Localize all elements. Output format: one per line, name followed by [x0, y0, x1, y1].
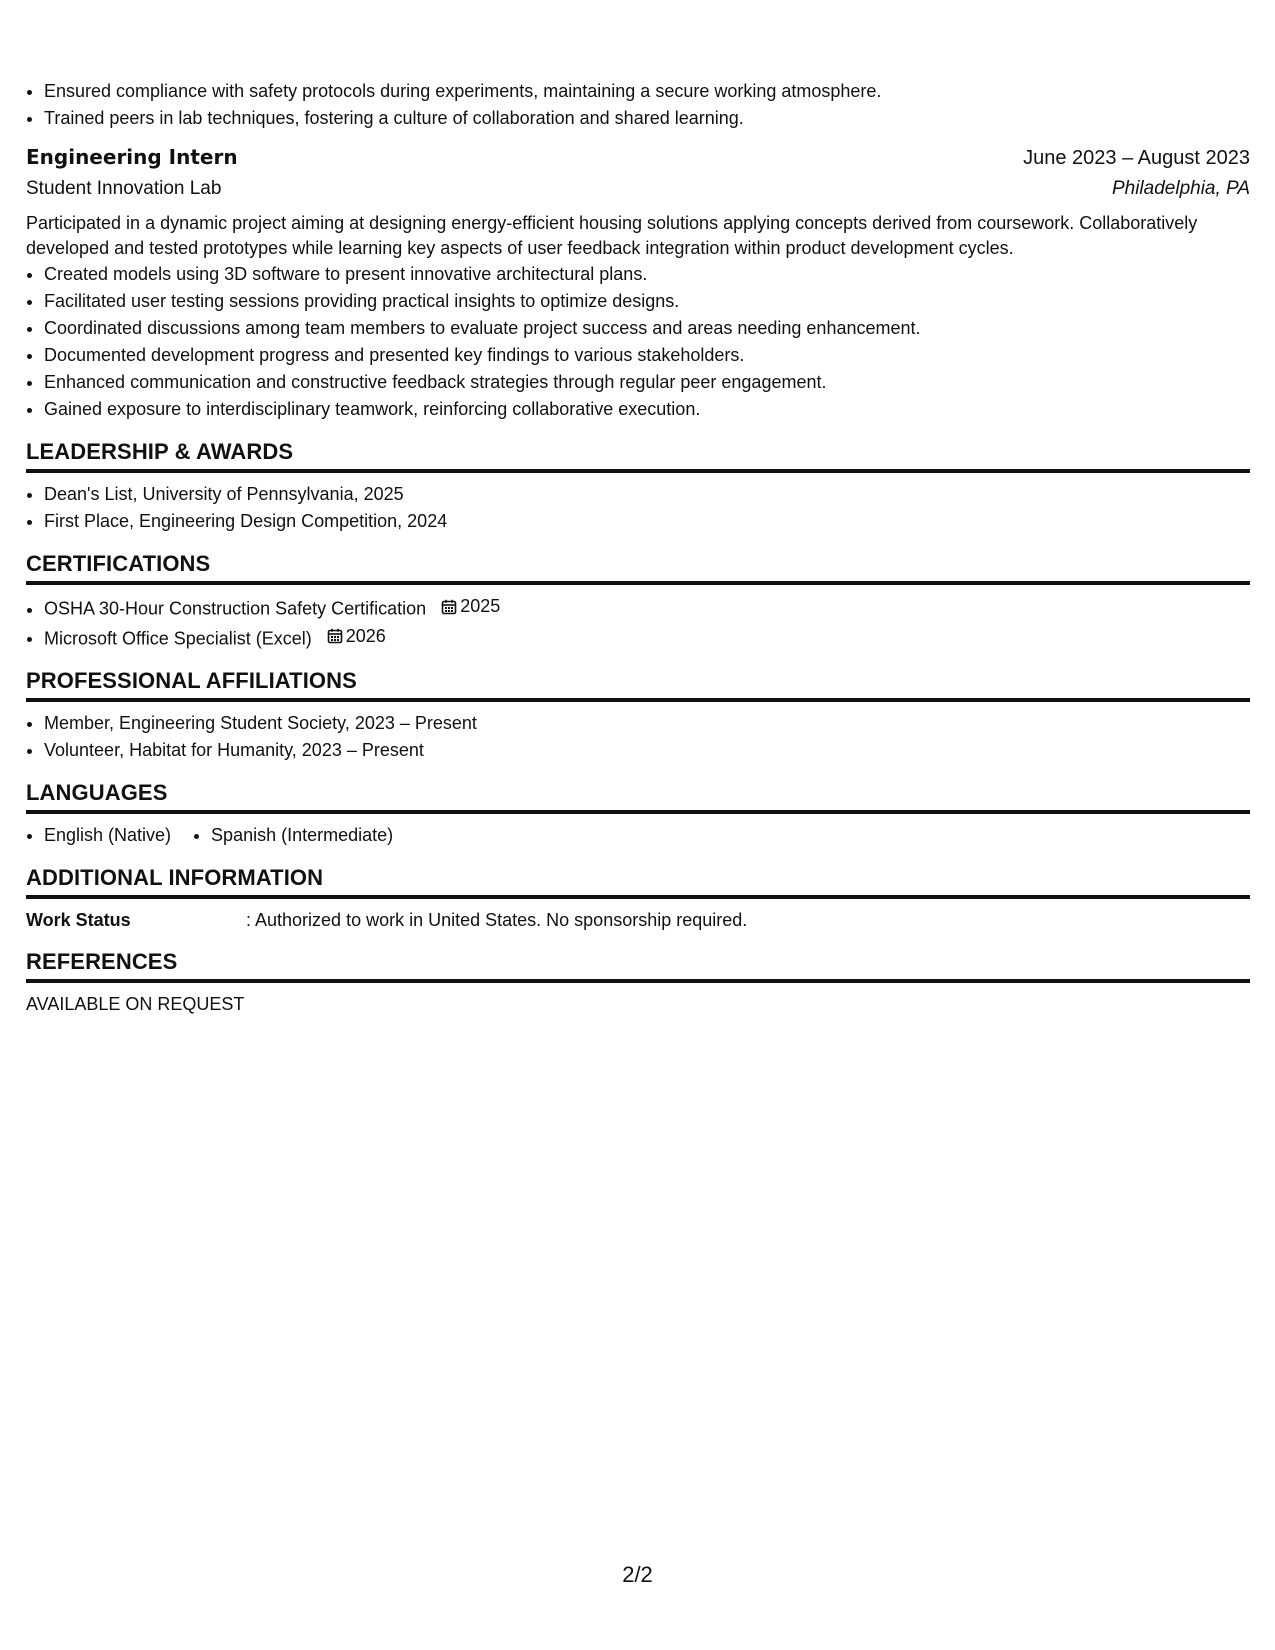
languages-list	[26, 822, 433, 849]
list-item: • Facilitated user testing sessions providing practical insights to optimize designs.	[44, 288, 1250, 315]
job-subheader	[26, 173, 1250, 205]
calendar-icon	[327, 628, 343, 644]
work-status-label: Work Status	[26, 910, 131, 930]
list-item: • Dean's List, University of Pennsylvania, 2025	[44, 481, 1250, 508]
references-text: AVAILABLE ON REQUEST	[26, 994, 245, 1014]
previous-job-bullets	[26, 78, 1250, 132]
additional-info-section	[26, 863, 1250, 933]
leadership-section	[26, 437, 1250, 535]
list-item	[44, 593, 1250, 623]
list-item: • Coordinated discussions among team members to evaluate project success and areas needing enhancement.	[44, 315, 1250, 342]
list-item: • Documented development progress and presented key findings to various stakeholders.	[44, 342, 1250, 369]
job-description: Participated in a dynamic project aiming at designing energy-efficient housing solutions applying concepts derived from coursework. Collaboratively developed and tested prototypes while learning key aspects of user feedback integration within product development cycles.	[26, 213, 1198, 258]
job-location: Philadelphia, PA	[1111, 178, 1250, 199]
certification-year: 2025	[460, 596, 501, 616]
list-item: • Volunteer, Habitat for Humanity, 2023 – Present	[44, 737, 1250, 764]
section-title: ADDITIONAL INFORMATION	[26, 863, 1250, 899]
certification-date	[327, 623, 386, 650]
work-status-value: : Authorized to work in United States. No sponsorship required.	[246, 910, 748, 930]
job-header	[26, 142, 1250, 173]
work-status-row	[26, 907, 1250, 933]
page-number: 2/2	[622, 1562, 653, 1587]
job-bullets	[26, 261, 1250, 423]
languages-section	[26, 778, 1250, 849]
section-title: CERTIFICATIONS	[26, 549, 1250, 585]
section-title: PROFESSIONAL AFFILIATIONS	[26, 666, 1250, 702]
list-item: • Enhanced communication and constructive feedback strategies through regular peer engagement.	[44, 369, 1250, 396]
calendar-icon	[441, 599, 457, 615]
leadership-list	[26, 481, 1250, 535]
list-item: • Ensured compliance with safety protocols during experiments, maintaining a secure working atmosphere.	[44, 78, 1250, 105]
list-item: • English (Native)	[44, 822, 171, 849]
job-company: Student Innovation Lab	[26, 178, 222, 199]
certification-year: 2026	[345, 625, 386, 646]
section-title: REFERENCES	[26, 947, 1250, 983]
job-entry	[26, 142, 1250, 423]
resume-page	[26, 78, 1250, 1017]
section-title: LEADERSHIP & AWARDS	[26, 437, 1250, 473]
certification-name: OSHA 30-Hour Construction Safety Certification	[44, 598, 427, 619]
references-section	[26, 947, 1250, 1017]
job-dates: June 2023 – August 2023	[1023, 147, 1250, 169]
list-item: • First Place, Engineering Design Competition, 2024	[44, 508, 1250, 535]
list-item: • Spanish (Intermediate)	[211, 822, 393, 849]
list-item: • Member, Engineering Student Society, 2023 – Present	[44, 710, 1250, 737]
affiliations-list	[26, 710, 1250, 764]
certifications-section	[26, 549, 1250, 652]
list-item: • Trained peers in lab techniques, fostering a culture of collaboration and shared learning.	[44, 105, 1250, 132]
job-title: Engineering Intern	[26, 145, 238, 169]
certification-name: Microsoft Office Specialist (Excel)	[44, 628, 312, 648]
section-title: LANGUAGES	[26, 778, 1250, 814]
affiliations-section	[26, 666, 1250, 764]
list-item: • Created models using 3D software to present innovative architectural plans.	[44, 261, 1250, 288]
certification-date	[441, 593, 500, 620]
list-item: • Gained exposure to interdisciplinary teamwork, reinforcing collaborative execution.	[44, 396, 1250, 423]
languages-row	[26, 822, 1250, 849]
list-item	[44, 623, 1250, 653]
certifications-list	[26, 593, 1250, 652]
